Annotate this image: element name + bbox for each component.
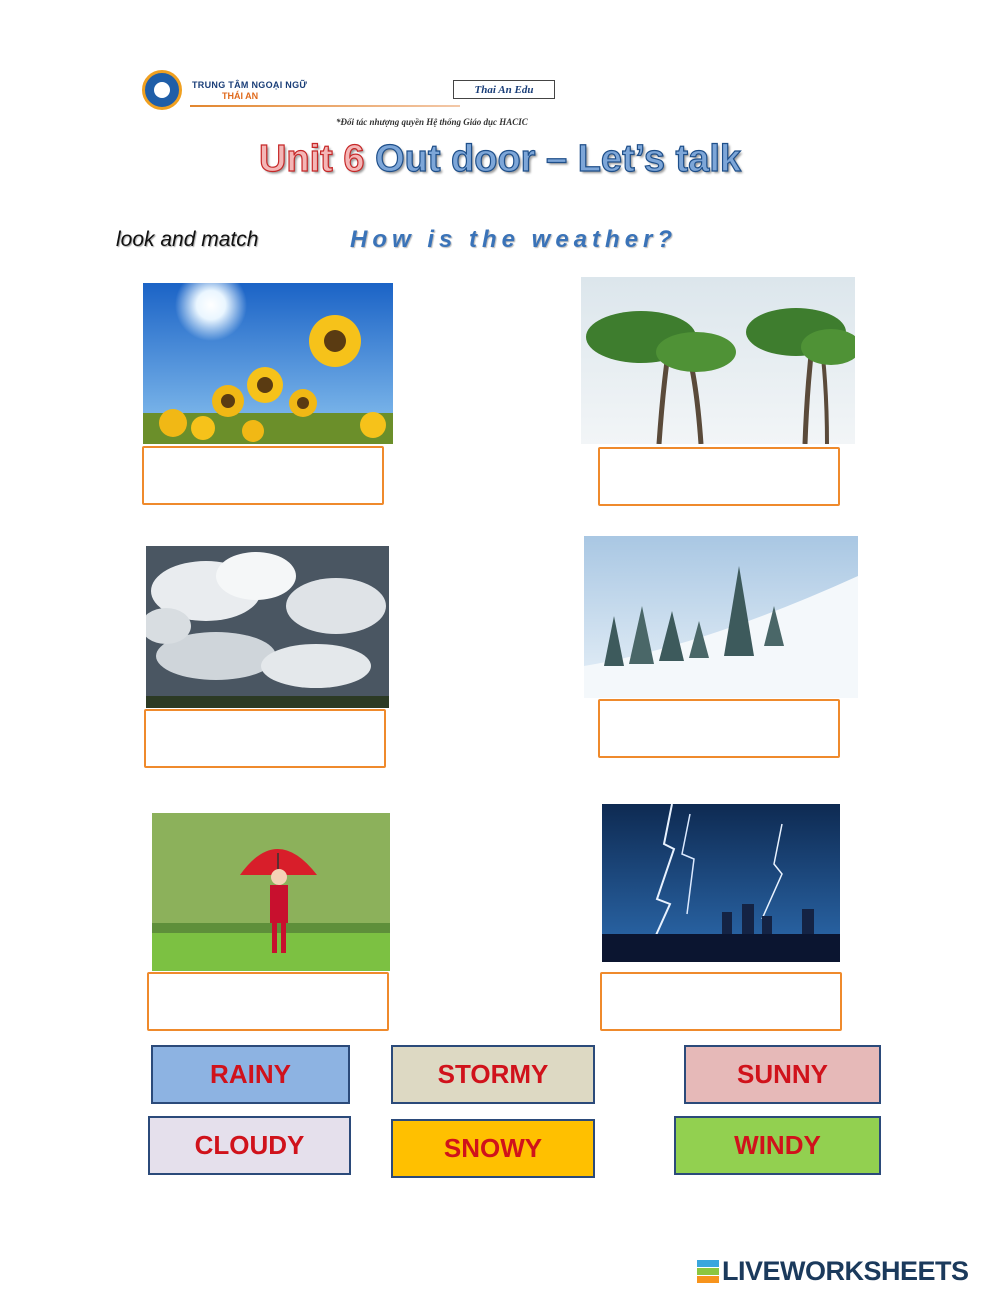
center-name: TRUNG TÂM NGOẠI NGỮ (192, 80, 308, 90)
liveworksheets-logo-text: LIVEWORKSHEETS (722, 1256, 969, 1286)
brand-label: Thai An Edu (453, 80, 555, 99)
windy-picture (581, 277, 855, 444)
rainy-picture (152, 813, 390, 971)
answer-box-cloudy[interactable] (144, 709, 386, 768)
answer-box-stormy[interactable] (600, 972, 842, 1031)
word-chip-sunny[interactable]: SUNNY (684, 1045, 881, 1104)
word-chip-stormy[interactable]: STORMY (391, 1045, 595, 1104)
page-title (0, 138, 1000, 181)
sunny-picture (143, 283, 393, 444)
liveworksheets-logo (697, 1256, 969, 1287)
liveworksheets-logo-icon (697, 1260, 719, 1284)
instruction: look and match (116, 228, 259, 251)
word-chip-snowy[interactable]: SNOWY (391, 1119, 595, 1178)
word-chip-rainy[interactable]: RAINY (151, 1045, 350, 1104)
cloudy-picture (146, 546, 389, 708)
word-chip-cloudy[interactable]: CLOUDY (148, 1116, 351, 1175)
answer-box-windy[interactable] (598, 447, 840, 506)
partner-note: *Đối tác nhượng quyền Hệ thống Giáo dục HACIC (336, 117, 528, 127)
question: How is the weather? (350, 226, 678, 253)
center-sub-name: THÁI AN (222, 91, 259, 101)
answer-box-rainy[interactable] (147, 972, 389, 1031)
answer-box-snowy[interactable] (598, 699, 840, 758)
title-rest: Out door – Let’s talk (375, 138, 742, 180)
word-chip-windy[interactable]: WINDY (674, 1116, 881, 1175)
header-divider (190, 105, 460, 107)
stormy-picture (602, 804, 840, 962)
center-logo-icon (142, 70, 182, 110)
answer-box-sunny[interactable] (142, 446, 384, 505)
snowy-picture (584, 536, 858, 698)
title-unit: Unit 6 (258, 138, 365, 180)
